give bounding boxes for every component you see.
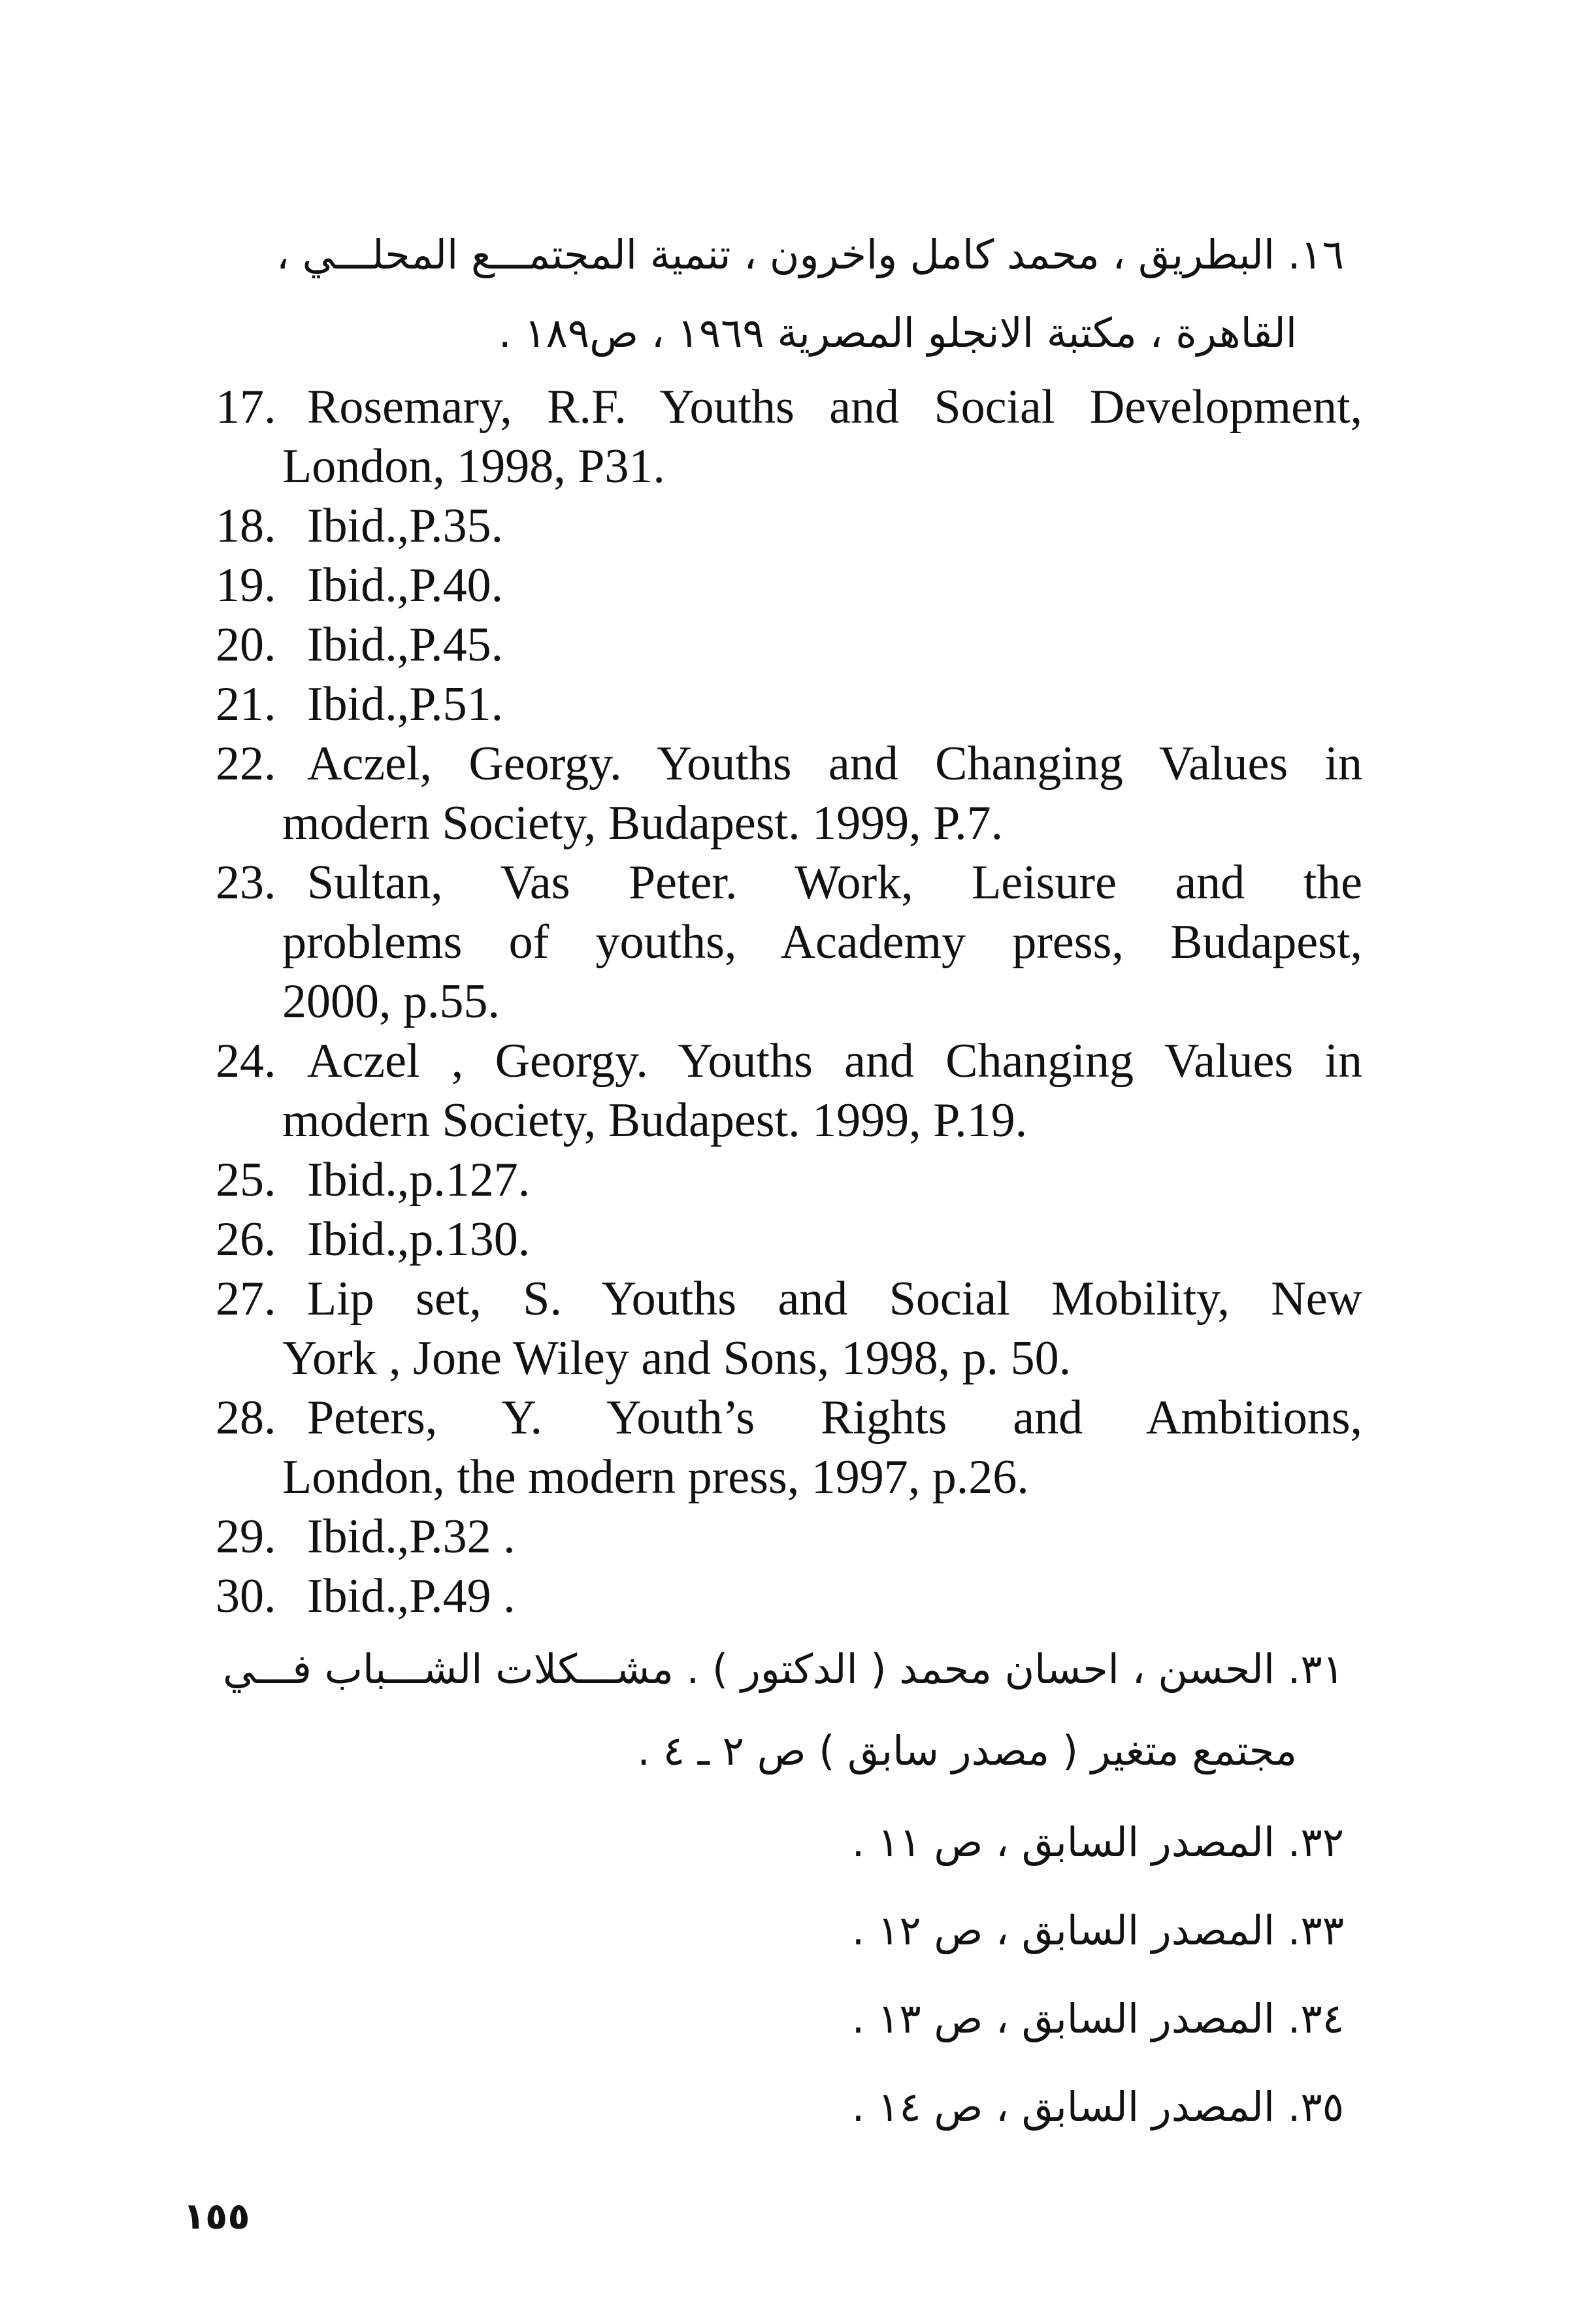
reference-text: Ibid.,P.51.	[307, 678, 504, 731]
reference-text: Ibid.,p.130.	[307, 1213, 531, 1266]
reference-text: Ibid.,P.35.	[307, 499, 504, 553]
reference-text-continued: modern Society, Budapest. 1999, P.19.	[282, 1094, 1028, 1147]
reference-31-line-1: ٣١. الحسن ، احسان محمد ( الدكتور ) . مشـــكلات الشـــباب فـــي	[223, 1645, 1344, 1693]
reference-19	[216, 556, 1362, 615]
reference-number: 25.	[216, 1153, 276, 1207]
reference-23	[216, 853, 1362, 1032]
reference-text-continued: problems of youths, Academy press, Budapest,	[282, 915, 1362, 969]
reference-35: ٣٥. المصدر السابق ، ص ١٤ .	[851, 2083, 1344, 2131]
reference-18	[216, 497, 1362, 556]
reference-21	[216, 675, 1362, 734]
reference-24	[216, 1032, 1362, 1151]
reference-number: 26.	[216, 1213, 276, 1266]
reference-text: Peters, Y. Youth’s Rights and Ambitions,	[307, 1391, 1362, 1445]
reference-29	[216, 1507, 1362, 1567]
reference-34: ٣٤. المصدر السابق ، ص ١٣ .	[851, 1995, 1344, 2042]
reference-text-continued: modern Society, Budapest. 1999, P.7.	[282, 796, 1004, 850]
reference-text: Ibid.,P.49 .	[307, 1569, 516, 1623]
reference-number: 23.	[216, 856, 276, 909]
reference-number: 22.	[216, 737, 276, 791]
reference-number: 21.	[216, 678, 276, 731]
reference-text: Sultan, Vas Peter. Work, Leisure and the	[307, 856, 1362, 909]
reference-27	[216, 1269, 1362, 1388]
reference-text: Ibid.,P.32 .	[307, 1510, 516, 1563]
reference-32: ٣٢. المصدر السابق ، ص ١١ .	[851, 1818, 1344, 1866]
reference-number: 20.	[216, 618, 276, 672]
reference-number: 18.	[216, 499, 276, 553]
reference-text: Ibid.,P.45.	[307, 618, 504, 672]
reference-26	[216, 1210, 1362, 1269]
reference-text-continued: York , Jone Wiley and Sons, 1998, p. 50.	[282, 1332, 1072, 1385]
reference-number: 28.	[216, 1391, 276, 1445]
reference-number: 27.	[216, 1272, 276, 1326]
reference-number: 24.	[216, 1034, 276, 1088]
reference-text: Ibid.,P.40.	[307, 559, 504, 612]
reference-33: ٣٣. المصدر السابق ، ص ١٢ .	[851, 1907, 1344, 1954]
reference-28	[216, 1388, 1362, 1507]
reference-20	[216, 615, 1362, 675]
reference-text: Aczel , Georgy. Youths and Changing Values in	[307, 1034, 1362, 1088]
reference-text-continued: London, the modern press, 1997, p.26.	[282, 1450, 1029, 1504]
reference-number: 29.	[216, 1510, 276, 1563]
reference-22	[216, 734, 1362, 853]
reference-number: 17.	[216, 380, 276, 434]
reference-17	[216, 378, 1362, 497]
page-number: ١٥٥	[183, 2195, 250, 2238]
reference-text: Rosemary, R.F. Youths and Social Development,	[307, 380, 1362, 434]
reference-text: Ibid.,p.127.	[307, 1153, 531, 1207]
reference-number: 30.	[216, 1569, 276, 1623]
reference-16-line-1: ١٦. البطريق ، محمد كامل واخرون ، تنمية المجتمـــع المحلـــي ،	[276, 231, 1344, 278]
reference-16-line-2: القاهرة ، مكتبة الانجلو المصرية ١٩٦٩ ، ص١٨٩ .	[498, 309, 1297, 357]
reference-text-continued: 2000, p.55.	[282, 975, 500, 1028]
reference-text-continued: London, 1998, P31.	[282, 440, 665, 493]
reference-text: Aczel, Georgy. Youths and Changing Values in	[307, 737, 1362, 791]
reference-31-line-2: مجتمع متغير ( مصدر سابق ) ص ٢ ـ ٤ .	[637, 1727, 1297, 1775]
reference-25	[216, 1151, 1362, 1210]
reference-text: Lip set, S. Youths and Social Mobility, New	[307, 1272, 1362, 1326]
reference-30	[216, 1567, 1362, 1626]
reference-number: 19.	[216, 559, 276, 612]
